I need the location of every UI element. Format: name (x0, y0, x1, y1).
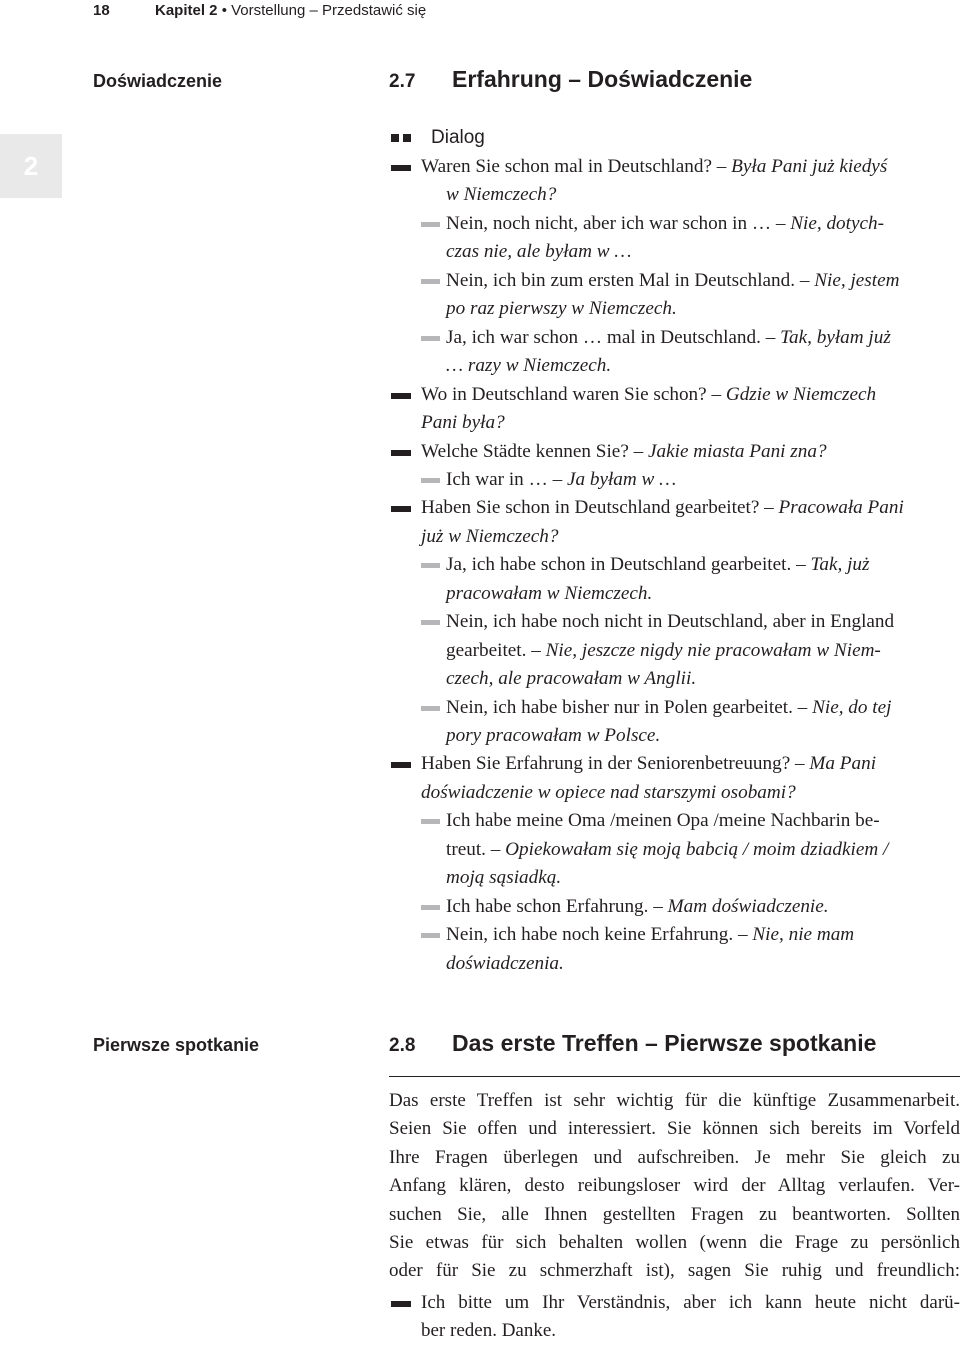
german-text: Haben Sie Erfahrung in der Seniorenbetreuung? (421, 753, 796, 775)
dash-bullet-icon (391, 762, 411, 768)
dialog-line (446, 950, 564, 979)
dialog-line (446, 352, 611, 381)
polish-translation: po raz pierwszy w Niemczech. (446, 298, 677, 320)
section-heading: Erfahrung – Doświadczenie (452, 66, 753, 92)
dialog-line (446, 210, 884, 239)
polish-translation: – Ma Pani (795, 753, 877, 775)
grey-dash-bullet-icon (421, 706, 440, 711)
german-text: Nein, ich habe bisher nur in Polen gearbeitet. (446, 696, 798, 718)
grey-dash-bullet-icon (421, 222, 440, 227)
paragraph-line: suchen Sie, alle Ihnen gestellten Fragen zu beantworten. Sollten (389, 1203, 960, 1225)
paragraph-line: oder für Sie zu schmerzhaft ist), sagen Sie ruhig und freundlich: (389, 1260, 960, 1282)
polish-translation: już w Niemczech? (421, 525, 559, 547)
dash-bullet-icon (391, 393, 411, 399)
dialog-heading: Dialog (431, 127, 485, 148)
german-text: Nein, ich habe noch nicht in Deutschland, aber in England (446, 611, 895, 633)
dialog-line (446, 238, 631, 267)
german-text: gearbeitet. (446, 639, 532, 661)
dialog-line (446, 608, 894, 637)
dialog-line (446, 295, 677, 324)
dialog-line (446, 694, 891, 723)
section-divider (389, 1076, 960, 1077)
polish-translation: – Nie, jeszcze nigdy nie pracowałam w Niem- (531, 639, 881, 661)
dialog-line (446, 807, 880, 836)
dialog-line (421, 153, 887, 182)
polish-translation: – Pracowała Pani (764, 497, 904, 519)
german-text: Wo in Deutschland waren Sie schon? (421, 383, 712, 405)
polish-translation: – Nie, nie mam (737, 924, 855, 946)
dialog-line (446, 637, 881, 666)
german-text: treut. (446, 838, 491, 860)
paragraph-line: Sie etwas für sich behalten wollen (wenn die Frage zu persönlich (389, 1231, 960, 1253)
german-text: Nein, noch nicht, aber ich war schon in … (446, 212, 776, 234)
side-label-experience: Doświadczenie (93, 71, 223, 91)
square-bullet-icon (403, 134, 411, 142)
side-label-first-meeting: Pierwsze spotkanie (93, 1035, 260, 1055)
section-number: 2.7 (389, 71, 416, 92)
dialog-line (446, 580, 652, 609)
german-text: Ja, ich habe schon in Deutschland gearbeitet. (446, 554, 797, 576)
dialog-line (446, 324, 891, 353)
chapter-number: Kapitel 2 (155, 2, 218, 19)
grey-dash-bullet-icon (421, 620, 440, 625)
page-number: 18 (93, 2, 110, 19)
polish-translation: – Tak, byłam już (765, 326, 891, 348)
polish-translation: – Nie, jestem (799, 269, 900, 291)
dialog-line (446, 836, 888, 865)
polish-translation: doświadczenia. (446, 952, 564, 974)
polish-translation: – Nie, dotych- (775, 212, 884, 234)
german-text: Haben Sie schon in Deutschland gearbeitet? (421, 497, 765, 519)
german-text: Waren Sie schon mal in Deutschland? (421, 156, 717, 177)
polish-translation: … razy w Niemczech. (446, 355, 612, 377)
german-text: Welche Städte kennen Sie? (421, 440, 634, 462)
bullet-line: ber reden. Danke. (421, 1320, 557, 1341)
dash-bullet-icon (391, 506, 411, 512)
dialog-line (446, 722, 660, 751)
dash-bullet-icon (391, 450, 411, 456)
polish-translation: – Tak, już (796, 554, 870, 576)
dialog-line (421, 438, 827, 467)
chapter-header (155, 2, 426, 19)
dash-bullet-icon (391, 1301, 411, 1307)
section-title-2-8 (389, 1030, 876, 1057)
polish-translation: doświadczenie w opiece nad starszymi osobami? (421, 781, 796, 803)
paragraph-line: Das erste Treffen ist sehr wichtig für die künftige Zusammenarbeit. (389, 1090, 960, 1111)
polish-translation: w Niemczech? (446, 184, 557, 206)
dialog-line (421, 750, 876, 779)
polish-translation: – Była Pani już kiedyś (716, 156, 888, 177)
polish-translation: pracowałam w Niemczech. (446, 582, 653, 604)
german-text: Ich war in … (446, 468, 553, 490)
dialog-line (421, 494, 904, 523)
polish-translation: – Jakie miasta Pani zna? (633, 440, 827, 462)
polish-translation: – Mam doświadczenie. (653, 895, 829, 917)
polish-translation: – Ja byłam w … (552, 468, 677, 490)
german-text: Nein, ich habe noch keine Erfahrung. (446, 924, 738, 946)
chapter-tab: 2 (0, 134, 62, 198)
paragraph-line: Seien Sie offen und interessiert. Sie können sich bereits im Vorfeld (389, 1118, 960, 1140)
running-header (0, 0, 960, 22)
dialog-line (446, 864, 561, 893)
german-text: Nein, ich bin zum ersten Mal in Deutschland. (446, 269, 800, 291)
dialog-line (446, 893, 829, 922)
polish-translation: czas nie, ale byłam w … (446, 241, 632, 263)
grey-dash-bullet-icon (421, 563, 440, 568)
dialog-line (421, 523, 559, 552)
section-title-2-7 (389, 66, 752, 93)
dialog-line (421, 381, 876, 410)
section-heading: Das erste Treffen – Pierwsze spotkanie (452, 1030, 877, 1056)
grey-dash-bullet-icon (421, 279, 440, 284)
polish-translation: – Gdzie w Niemczech (711, 383, 877, 405)
grey-dash-bullet-icon (421, 933, 440, 938)
dialog-line (446, 551, 869, 580)
polish-translation: pory pracowałam w Polsce. (446, 725, 661, 746)
dialog-line (421, 779, 796, 808)
section-number: 2.8 (389, 1035, 416, 1056)
polish-translation: – Nie, do tej (797, 696, 892, 718)
dialog-line (446, 181, 556, 210)
polish-translation: moją sąsiadką. (446, 867, 562, 889)
dialog-line (446, 921, 854, 950)
chapter-title: • Vorstellung – Przedstawić się (217, 2, 427, 19)
paragraph-line: Ihre Fragen überlegen und aufschreiben. Je mehr Sie gleich zu (389, 1146, 960, 1168)
dialog-line (421, 409, 505, 438)
german-text: Ich habe schon Erfahrung. (446, 895, 654, 917)
dialog-line (446, 665, 696, 694)
polish-translation: Pani była? (421, 412, 505, 434)
dialog-line (446, 267, 899, 296)
paragraph-line: Anfang klären, desto reibungsloser wird der Alltag verlaufen. Ver- (389, 1175, 960, 1197)
grey-dash-bullet-icon (421, 819, 440, 824)
square-bullet-icon (391, 134, 399, 142)
german-text: Ja, ich war schon … mal in Deutschland. (446, 326, 766, 348)
grey-dash-bullet-icon (421, 478, 440, 483)
bullet-line: Ich bitte um Ihr Verständnis, aber ich kann heute nicht darü- (421, 1292, 960, 1313)
german-text: Ich habe meine Oma /meinen Opa /meine Nachbarin be- (446, 810, 880, 832)
grey-dash-bullet-icon (421, 905, 440, 910)
polish-translation: czech, ale pracowałam w Anglii. (446, 668, 697, 690)
polish-translation: – Opiekowałam się moją babcią / moim dziadkiem / (490, 838, 889, 860)
dash-bullet-icon (391, 165, 411, 171)
grey-dash-bullet-icon (421, 336, 440, 341)
dialog-line (446, 466, 676, 495)
intro-paragraph (389, 1087, 960, 1286)
